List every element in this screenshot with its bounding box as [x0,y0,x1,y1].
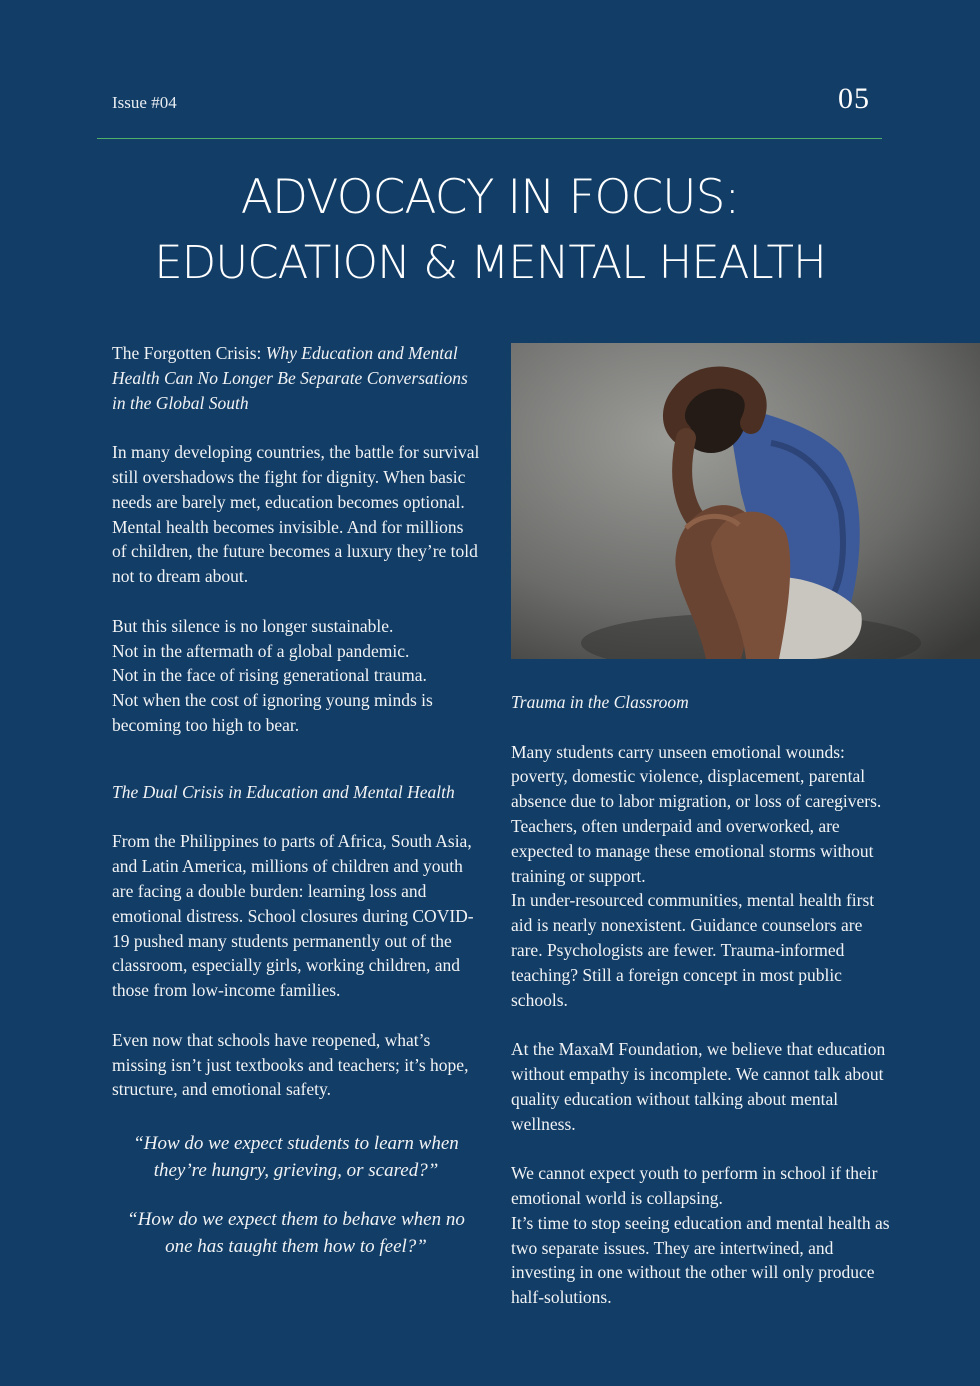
intro-heading [112,341,480,415]
left-subhead [112,780,480,805]
header-divider [97,138,882,139]
right-subhead-text: Trauma in the Classroom [511,692,689,712]
intro-plain: The Forgotten Crisis: [112,343,266,363]
left-paragraph-2-line-4: Not when the cost of ignoring young minds is becoming too high to bear. [112,690,433,735]
right-paragraph-3: We cannot expect youth to perform in school if their emotional world is collapsing. [511,1163,878,1208]
left-paragraph-2-line-1: But this silence is no longer sustainable. [112,615,394,636]
photo-illustration [511,343,980,659]
pull-quote-2: “How do we expect them to behave when no one has taught them how to feel?” [127,1209,465,1258]
right-paragraph-1b: In under-resourced communities, mental health first aid is nearly nonexistent. Guidance counselors are rare. Psychologists are fewer. Trauma-informed teaching? Still a foreign concept in most public schools. [511,890,875,1010]
left-paragraph-2-line-3: Not in the face of rising generational trauma. [112,665,427,686]
right-subhead [511,690,891,715]
page-number: 05 [838,82,870,115]
left-subhead-text: The Dual Crisis in Education and Mental Health [112,781,455,802]
page-title-line1: ADVOCACY IN FOCUS: [240,170,740,225]
right-column [511,690,891,1310]
right-paragraph-2: At the MaxaM Foundation, we believe that education without empathy is incomplete. We cannot talk about quality education without talking about mental wellness. [511,1039,886,1134]
left-column [112,341,480,1260]
intro-italic: Why Education and Mental Health Can No Longer Be Separate Conversations in the Global South [112,343,468,413]
left-paragraph-3: From the Philippines to parts of Africa, South Asia, and Latin America, millions of children and youth are facing a double burden: learning loss and emotional distress. School closures during COVID-19 pushed many students permanently out of the classroom, especially girls, working children, and those from low-income families. [112,831,474,1001]
left-paragraph-4: Even now that schools have reopened, what’s missing isn’t just textbooks and teachers; it’s hope, structure, and emotional safety. [112,1029,469,1100]
child-distress-photo [511,343,980,659]
issue-label: Issue #04 [112,93,177,112]
left-paragraph-1: In many developing countries, the battle for survival still overshadows the fight for dignity. When basic needs are barely met, education becomes optional. Mental health becomes invisible. And for millions of children, the future becomes a luxury they’re told not to dream about. [112,442,480,587]
left-paragraph-2-line-2: Not in the aftermath of a global pandemic. [112,640,410,661]
right-paragraph-1: Many students carry unseen emotional wounds: poverty, domestic violence, displacement, parental absence due to labor migration, or loss of caregivers. Teachers, often underpaid and overworked, are expected to manage these emotional storms without training or support. [511,741,882,886]
right-paragraph-3b: It’s time to stop seeing education and mental health as two separate issues. They are intertwined, and investing in one without the other will only produce half-solutions. [511,1212,890,1308]
page-title-line2: EDUCATION & MENTAL HEALTH [154,236,826,289]
pull-quote-1: “How do we expect students to learn when they’re hungry, grieving, or scared?” [133,1133,459,1182]
